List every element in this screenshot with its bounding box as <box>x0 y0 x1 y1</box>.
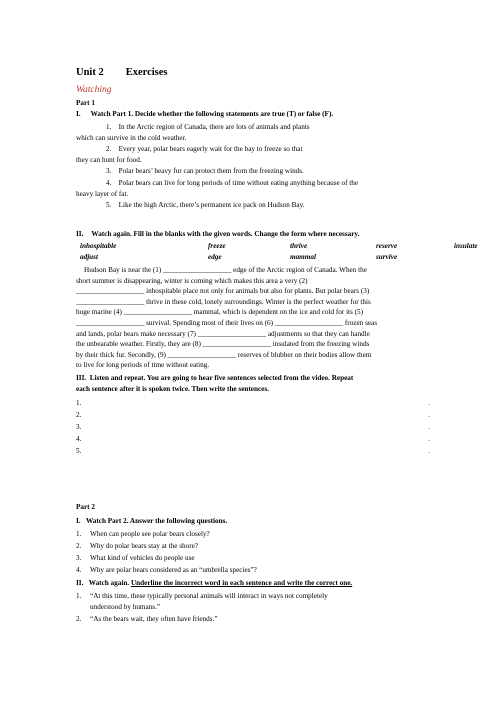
list-item: 1. In the Arctic region of Canada, there are lots of animals and plants <box>106 123 310 131</box>
list-item-cont: which can survive in the cold weather. <box>76 133 187 142</box>
list-item: 3. What kind of vehicles do people use <box>76 554 195 562</box>
fill-in-paragraph <box>76 265 432 371</box>
part2-q2-instruction: II. Watch again. Underline the incorrect word in each sentence and write the correct one. <box>76 579 353 587</box>
list-item: 2. Every year, polar bears eagerly wait for the bay to freeze so that <box>106 145 303 154</box>
list-item-cont: understood by humans.” <box>90 602 161 611</box>
paragraph-line: by their thick fur. Secondly, (9) ___________________ reserves of blubber on their bodies allow them <box>76 350 372 359</box>
list-item: 1. “At this time, these typically personal animals will interact in ways not completely <box>76 592 328 600</box>
list-item-cont: heavy layer of fat. <box>76 189 129 198</box>
list-item: 3. Polar bears’ heavy fur can protect them from the freezing winds. <box>106 167 304 176</box>
list-item: 4. Polar bears can live for long periods of time without eating anything because of the <box>106 178 359 187</box>
section-heading: Watching <box>76 85 112 95</box>
answer-lines <box>76 398 432 458</box>
word-bank <box>76 241 478 262</box>
part2-heading: Part 2 <box>76 503 95 511</box>
list-item: 1. When can people see polar bears closely? <box>76 530 210 538</box>
paragraph-line: and lands, polar bears make necessary (7) ___________________ adjustments so that they can handle <box>76 329 370 338</box>
part2-q2-list <box>76 591 432 625</box>
word-bank-row: adjust edge mammal survive <box>80 252 398 261</box>
list-item: 5. Like the high Arctic, there’s permanent ice pack on Hudson Bay. <box>106 201 305 210</box>
paragraph-line: Hudson Bay is near the (1) ___________________ edge of the Arctic region of Canada. When the <box>84 266 367 274</box>
part1-heading: Part 1 <box>76 99 95 107</box>
part1-q3-instruction: III. Listen and repeat. You are going to hear five sentences selected from the video. Repeat each sentence after it is spoken twice. Then write the sentences. <box>76 374 354 393</box>
part1-q2-instruction: II. Watch again. Fill in the blanks with the given words. Change the form where necessary. <box>76 230 360 238</box>
part1-q1-instruction: I. Watch Part 1. Decide whether the following statements are true (T) or false (F). <box>76 110 334 118</box>
list-item: 2. Why do polar bears stay at the shore? <box>76 542 198 550</box>
list-item: 4. Why are polar bears considered as an “umbrella species”? <box>76 566 257 574</box>
paragraph-line: to live for long periods of time without eating. <box>76 361 210 370</box>
underline-instruction: Underline the incorrect word in each sentence and write the correct one. <box>130 579 353 587</box>
paragraph-line: ___________________ survival. Spending most of their lives on (6) ___________________ frozen seas <box>76 318 378 327</box>
paragraph-line: the unbearable weather. Firstly, they are (8) ___________________ insulated from the freezing winds <box>76 340 370 349</box>
answer-line[interactable]: 4. . <box>76 435 430 443</box>
word-bank-row: inhospitable freeze thrive reserve insulate <box>80 242 478 250</box>
unit-label: Unit 2 <box>76 67 104 78</box>
answer-line[interactable]: 3. . <box>76 423 430 431</box>
list-item-cont: they can hunt for food. <box>76 155 142 164</box>
exercises-label: Exercises <box>125 67 168 78</box>
answer-line[interactable]: 1. . <box>76 399 430 407</box>
paragraph-line: huge marine (4) ___________________ mammal, which is dependent on the ice and cold for its (5) <box>76 308 364 317</box>
paragraph-line: ___________________ thrive in these cold, lonely surroundings. Winter is the perfect weather for this <box>76 297 371 306</box>
part2-q1-list <box>76 529 432 577</box>
page-title <box>76 68 168 79</box>
paragraph-line: ___________________ inhospitable place not only for animals but also for plants. But polar bears (3) <box>76 287 370 296</box>
answer-line[interactable]: 2. . <box>76 411 430 419</box>
part2-q1-instruction: I. Watch Part 2. Answer the following questions. <box>76 517 228 525</box>
list-item: 2. “As the bears wait, they often have friends.” <box>76 615 218 624</box>
part1-q1-list <box>76 122 432 211</box>
paragraph-line: short summer is disappearing, winter is coming which makes this area a very (2) <box>76 276 308 285</box>
answer-line[interactable]: 5. . <box>76 447 430 455</box>
